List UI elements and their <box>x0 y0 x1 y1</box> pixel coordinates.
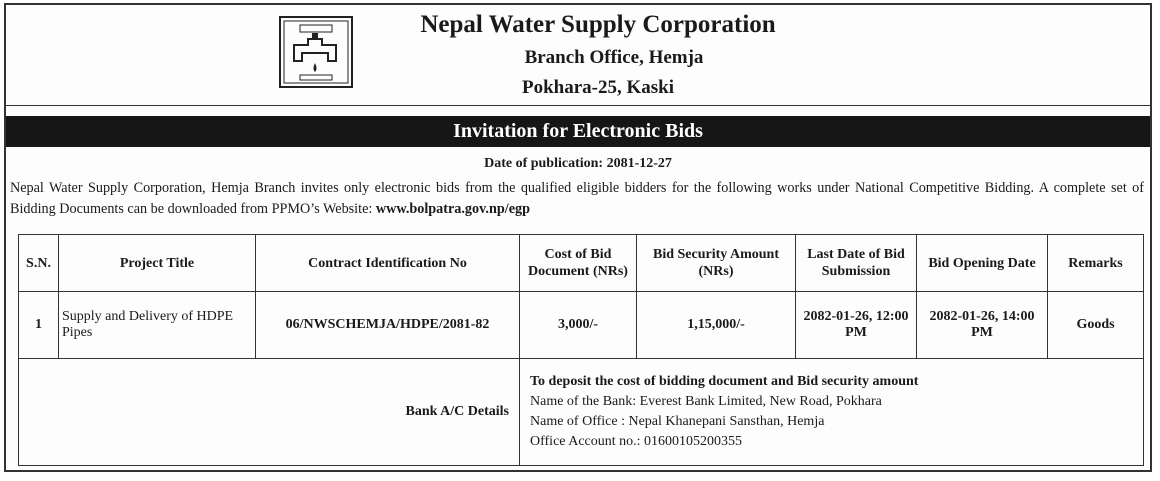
cell-remarks: Goods <box>1048 292 1144 359</box>
intro-text: Nepal Water Supply Corporation, Hemja Branch invites only electronic bids from the qualified eligible bidders for the following works under National Competitive Bidding. A complete set of Bidding Documents can be downloaded from PPMO’s Website: <box>10 180 1144 217</box>
bank-details <box>520 359 1144 466</box>
intro-paragraph <box>10 178 1144 220</box>
header-titles <box>6 11 1150 99</box>
branch-name: Branch Office, Hemja <box>524 47 704 68</box>
cell-project-title: Supply and Delivery of HDPE Pipes <box>59 292 256 359</box>
table-row <box>19 292 1144 359</box>
bank-heading: To deposit the cost of bidding document and Bid security amount <box>530 374 919 389</box>
cell-contract-id: 06/NWSCHEMJA/HDPE/2081-82 <box>256 292 520 359</box>
col-security: Bid Security Amount (NRs) <box>637 235 796 292</box>
bank-details-label: Bank A/C Details <box>19 359 520 466</box>
col-remarks: Remarks <box>1048 235 1144 292</box>
col-cost: Cost of Bid Document (NRs) <box>520 235 637 292</box>
office-name: Name of Office : Nepal Khanepani Sansthan, Hemja <box>530 414 825 429</box>
notice-title-banner: Invitation for Electronic Bids <box>6 116 1150 147</box>
table-header-row <box>19 235 1144 292</box>
cell-security: 1,15,000/- <box>637 292 796 359</box>
bid-notice <box>4 3 1152 472</box>
notice-header <box>6 5 1150 106</box>
col-contract-id: Contract Identification No <box>256 235 520 292</box>
col-sn: S.N. <box>19 235 59 292</box>
cell-opening: 2082-01-26, 14:00 PM <box>917 292 1048 359</box>
col-last-date: Last Date of Bid Submission <box>796 235 917 292</box>
branch-address: Pokhara-25, Kaski <box>521 77 675 98</box>
bank-details-row <box>19 359 1144 466</box>
ppmo-website-link[interactable]: www.bolpatra.gov.np/egp <box>375 201 530 217</box>
col-project-title: Project Title <box>59 235 256 292</box>
col-opening: Bid Opening Date <box>917 235 1048 292</box>
bank-name: Name of the Bank: Everest Bank Limited, New Road, Pokhara <box>530 394 882 409</box>
cell-last-date: 2082-01-26, 12:00 PM <box>796 292 917 359</box>
org-name: Nepal Water Supply Corporation <box>420 11 776 38</box>
publication-date: Date of publication: 2081-12-27 <box>484 156 672 171</box>
account-number: Office Account no.: 01600105200355 <box>530 434 743 449</box>
bid-table <box>18 234 1144 466</box>
cell-cost: 3,000/- <box>520 292 637 359</box>
cell-sn: 1 <box>19 292 59 359</box>
